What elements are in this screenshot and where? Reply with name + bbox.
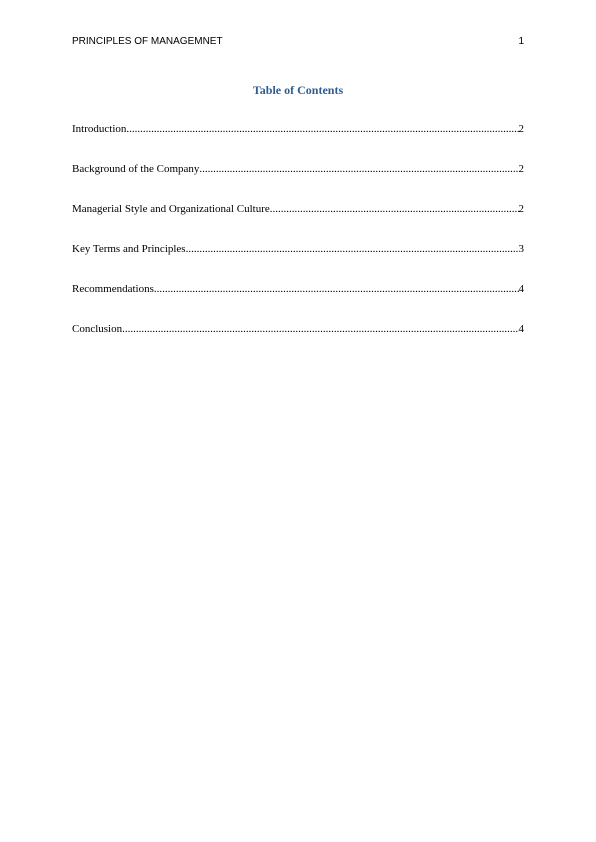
dot-leader <box>126 123 518 135</box>
running-head: PRINCIPLES OF MANAGEMNET <box>72 36 223 47</box>
toc-entry-page: 2 <box>518 163 524 175</box>
toc-entry-title: Recommendations <box>72 283 154 295</box>
toc-entry-page: 4 <box>518 283 524 295</box>
toc-entry-introduction[interactable] <box>72 123 524 163</box>
toc-entry-background[interactable] <box>72 163 524 203</box>
dot-leader <box>186 243 519 255</box>
dot-leader <box>270 203 519 215</box>
toc-entry-title: Conclusion <box>72 323 123 335</box>
dot-leader <box>122 323 518 335</box>
toc-entry-title: Key Terms and Principles <box>72 243 186 255</box>
toc-list <box>72 123 524 363</box>
page-header <box>72 36 524 50</box>
toc-entry-page: 4 <box>518 323 524 335</box>
toc-entry-page: 3 <box>518 243 524 255</box>
toc-entry-key-terms[interactable] <box>72 243 524 283</box>
toc-entry-title: Managerial Style and Organizational Culture <box>72 203 270 215</box>
page-number: 1 <box>518 36 524 47</box>
toc-entry-page: 2 <box>518 203 524 215</box>
toc-entry-title: Introduction <box>72 123 127 135</box>
toc-entry-conclusion[interactable] <box>72 323 524 363</box>
toc-entry-title: Background of the Company <box>72 163 200 175</box>
toc-title: Table of Contents <box>252 83 344 97</box>
dot-leader <box>199 163 518 175</box>
toc-entry-recommendations[interactable] <box>72 283 524 323</box>
dot-leader <box>154 283 519 295</box>
toc-entry-managerial-style[interactable] <box>72 203 524 243</box>
toc-entry-page: 2 <box>518 123 524 135</box>
